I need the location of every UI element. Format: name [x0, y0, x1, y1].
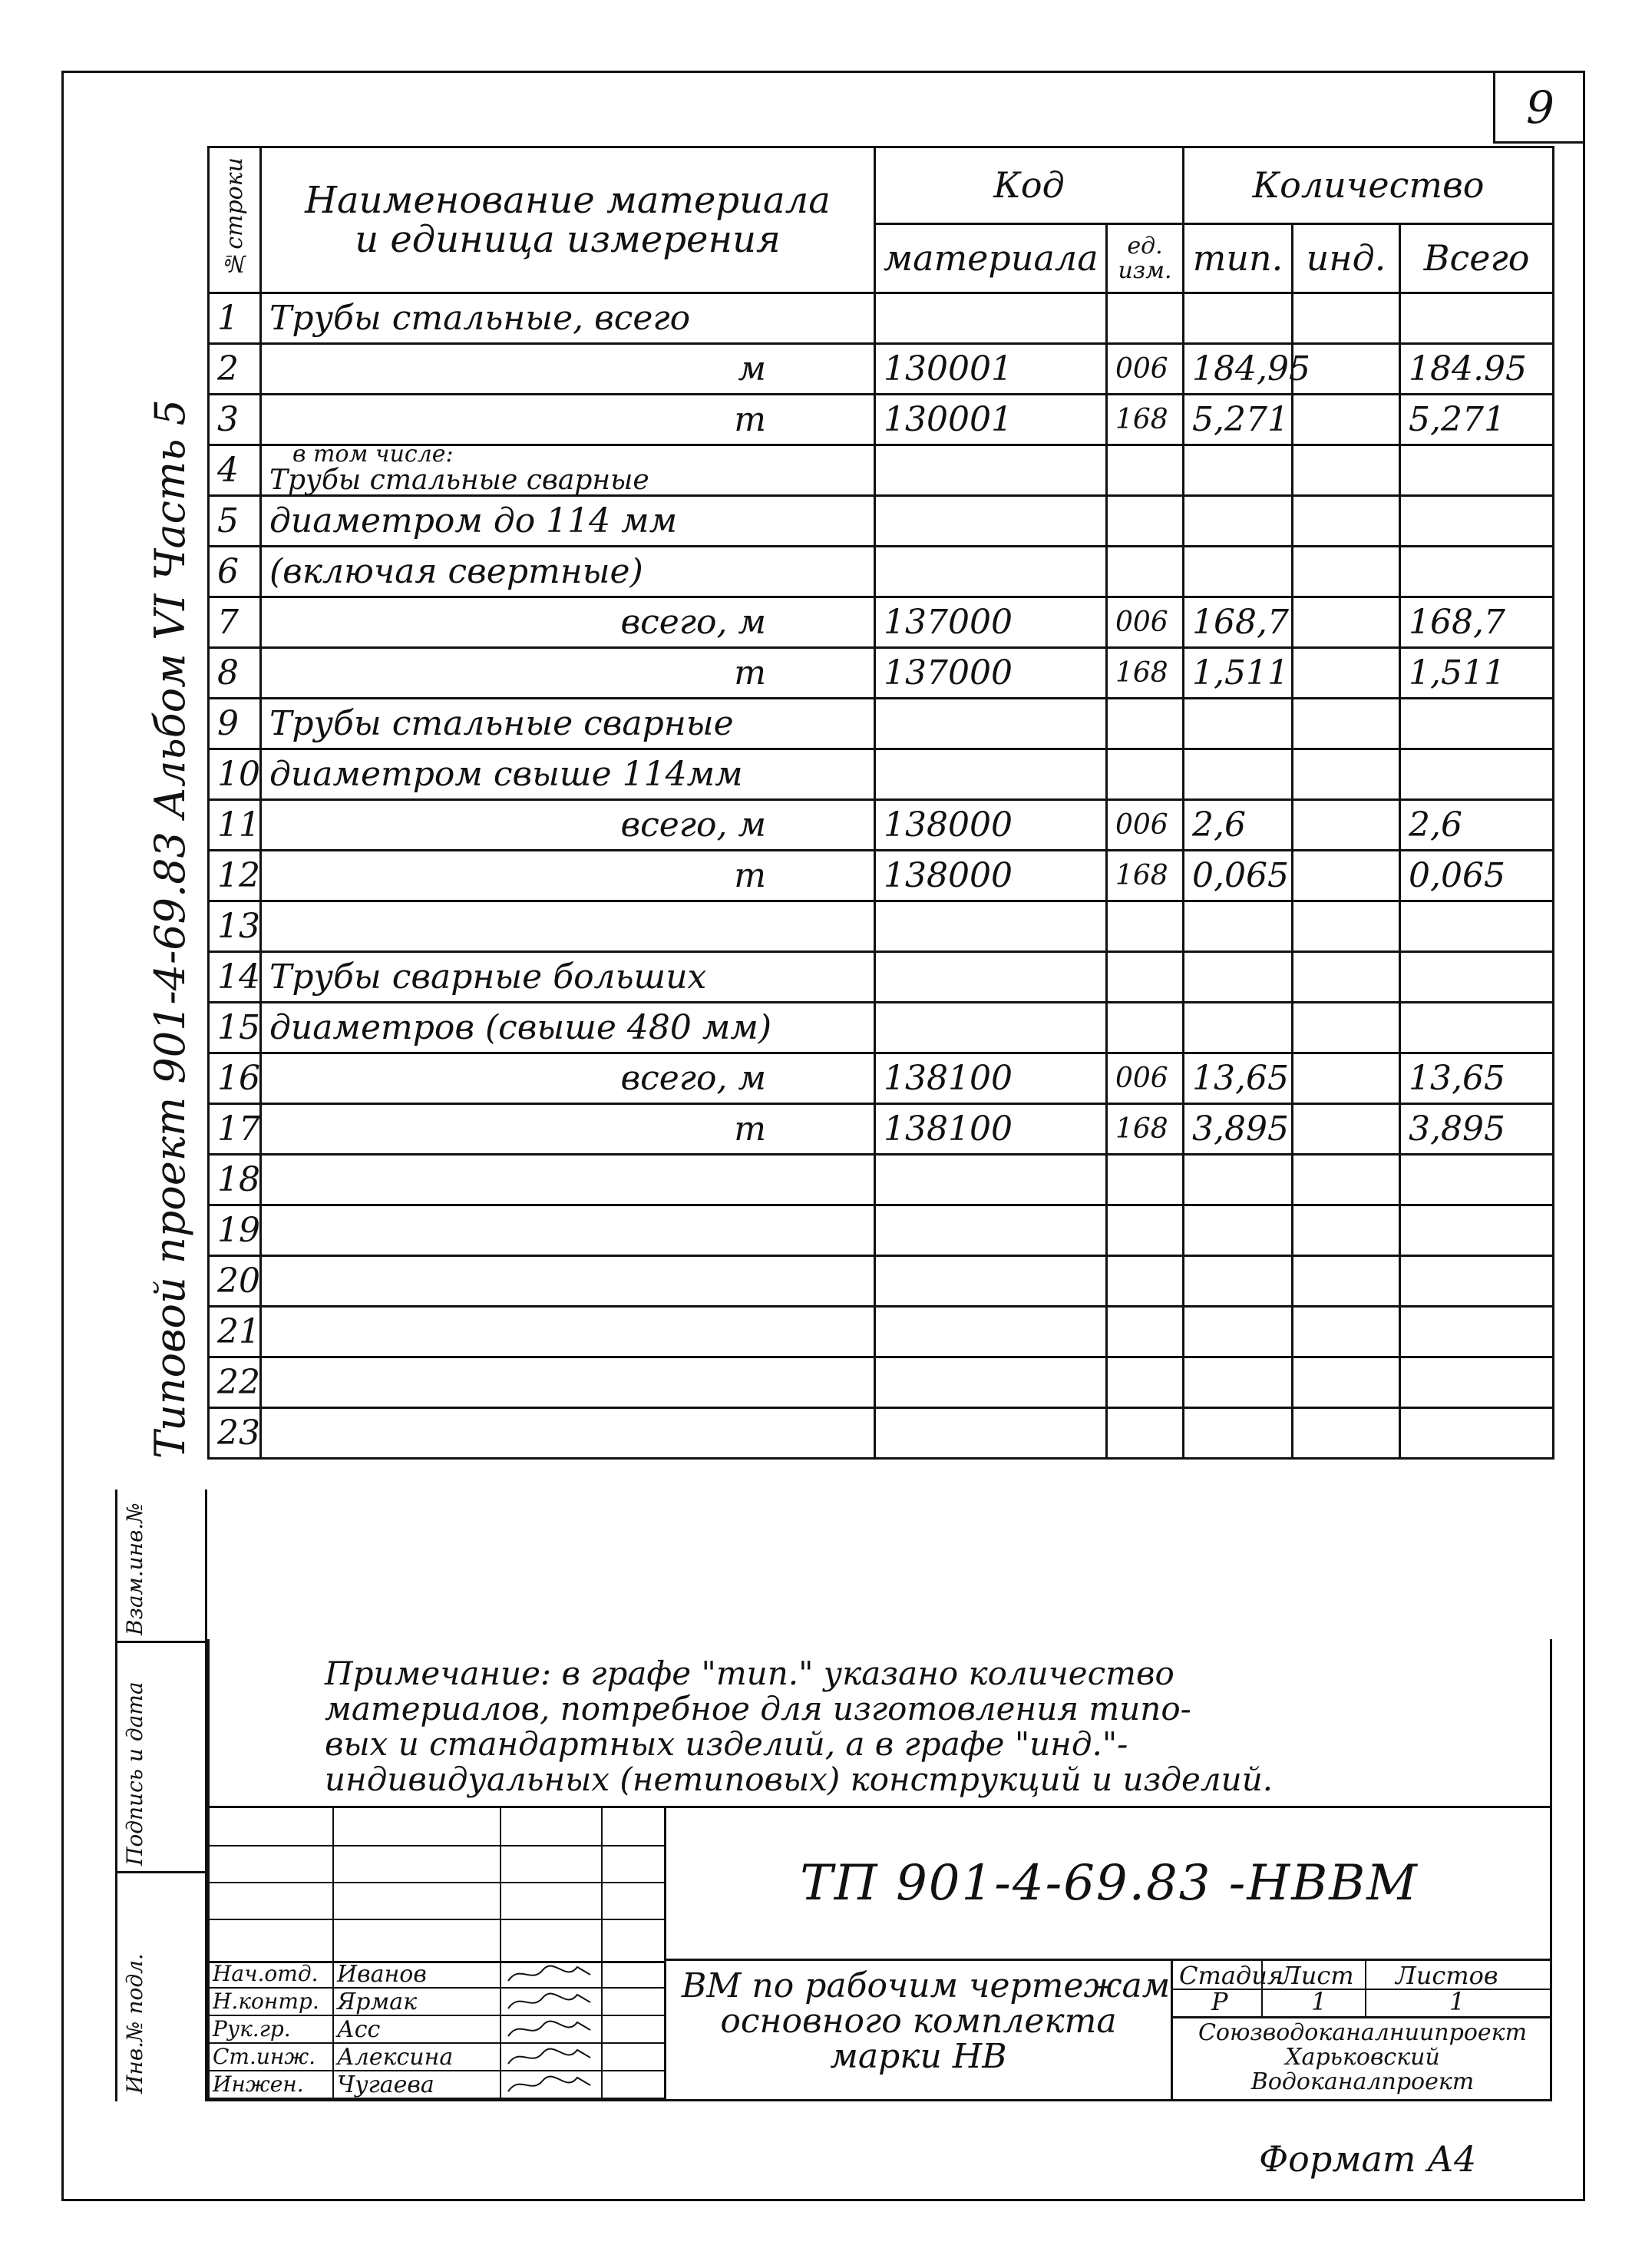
row-unit — [1107, 749, 1184, 800]
row-unit — [1107, 1155, 1184, 1205]
table-row — [209, 648, 1554, 699]
row-ind — [1293, 901, 1400, 952]
row-code: 137000 — [875, 597, 1107, 648]
row-typ: 0,065 — [1184, 851, 1293, 901]
note-text: Примечание: в графе "тип." указано количество материалов, потребное для изготовления типо- вых и стандартных изделий, а в графе "инд."- индивидуальных (нетиповых) конструкций и изделий. — [325, 1655, 1274, 1798]
table-row — [209, 901, 1554, 952]
row-total — [1400, 1003, 1554, 1053]
row-code — [875, 952, 1107, 1003]
row-code — [875, 1256, 1107, 1307]
page-number: 9 — [1493, 73, 1585, 144]
row-unit: 006 — [1107, 1053, 1184, 1104]
sheets-value: 1 — [1449, 1987, 1465, 2016]
row-name: (включая свертные) — [261, 547, 875, 597]
row-ind — [1293, 1256, 1400, 1307]
row-code: 138100 — [875, 1104, 1107, 1155]
row-unit — [1107, 547, 1184, 597]
row-unit: 006 — [1107, 800, 1184, 851]
row-unit — [1107, 445, 1184, 496]
row-ind — [1293, 1357, 1400, 1408]
signature-scribble — [504, 1961, 596, 1987]
row-code: 138100 — [875, 1053, 1107, 1104]
row-typ — [1184, 547, 1293, 597]
row-name — [261, 1408, 875, 1459]
row-name: всего, м — [261, 597, 875, 648]
row-number: 2 — [209, 344, 261, 395]
stage-block — [1173, 1961, 1552, 2099]
table-row — [209, 344, 1554, 395]
note-block — [207, 1639, 1552, 1808]
row-unit: 168 — [1107, 648, 1184, 699]
header-q-total: Всего — [1400, 224, 1554, 293]
row-typ — [1184, 1256, 1293, 1307]
row-unit — [1107, 1307, 1184, 1357]
table-row — [209, 1408, 1554, 1459]
strip-vzam-label: Взам.инв.№ — [122, 1503, 147, 1635]
row-total — [1400, 445, 1554, 496]
row-number: 10 — [209, 749, 261, 800]
table-row — [209, 952, 1554, 1003]
row-unit: 168 — [1107, 1104, 1184, 1155]
row-name-text: Трубы стальные сварные — [269, 465, 649, 496]
row-ind — [1293, 293, 1400, 344]
row-typ — [1184, 901, 1293, 952]
row-number: 5 — [209, 496, 261, 547]
row-ind — [1293, 1003, 1400, 1053]
left-strip — [115, 1489, 207, 2101]
header-row-no: №строки — [209, 147, 261, 293]
row-number: 6 — [209, 547, 261, 597]
row-unit — [1107, 952, 1184, 1003]
row-ind — [1293, 1408, 1400, 1459]
row-name: м — [261, 344, 875, 395]
signature-scribble — [504, 1989, 596, 2015]
table-row — [209, 293, 1554, 344]
signer-role: Рук.гр. — [213, 2016, 291, 2042]
row-typ — [1184, 445, 1293, 496]
row-number: 7 — [209, 597, 261, 648]
row-typ — [1184, 1155, 1293, 1205]
signer-name: Ярмак — [337, 1989, 418, 2015]
row-total — [1400, 1408, 1554, 1459]
row-typ: 2,6 — [1184, 800, 1293, 851]
row-code — [875, 749, 1107, 800]
row-code — [875, 699, 1107, 749]
row-code — [875, 1205, 1107, 1256]
row-number: 15 — [209, 1003, 261, 1053]
row-number: 21 — [209, 1307, 261, 1357]
row-ind — [1293, 952, 1400, 1003]
row-total: 0,065 — [1400, 851, 1554, 901]
header-code-unit: ед. изм. — [1107, 224, 1184, 293]
row-ind — [1293, 547, 1400, 597]
row-unit — [1107, 1357, 1184, 1408]
table-row — [209, 800, 1554, 851]
row-typ — [1184, 749, 1293, 800]
row-total — [1400, 1205, 1554, 1256]
row-unit — [1107, 496, 1184, 547]
row-number: 23 — [209, 1408, 261, 1459]
header-quantity: Количество — [1184, 147, 1554, 224]
row-ind — [1293, 851, 1400, 901]
row-number: 12 — [209, 851, 261, 901]
sheets-header: Листов — [1396, 1961, 1498, 1990]
row-name: диаметром свыше 114мм — [261, 749, 875, 800]
row-name: диаметром до 114 мм — [261, 496, 875, 547]
row-ind — [1293, 648, 1400, 699]
row-name: т — [261, 648, 875, 699]
sheet-value: 1 — [1311, 1987, 1327, 2016]
row-name: Трубы стальные, всего — [261, 293, 875, 344]
table-row — [209, 547, 1554, 597]
row-code — [875, 445, 1107, 496]
row-number: 9 — [209, 699, 261, 749]
row-ind — [1293, 800, 1400, 851]
row-ind — [1293, 445, 1400, 496]
signer-role: Инжен. — [213, 2071, 304, 2097]
table-row — [209, 1053, 1554, 1104]
row-typ — [1184, 1357, 1293, 1408]
table-row — [209, 699, 1554, 749]
header-name: Наименование материала и единица измерения — [261, 147, 875, 293]
table-row — [209, 496, 1554, 547]
row-name: т — [261, 1104, 875, 1155]
row-unit — [1107, 1205, 1184, 1256]
row-typ — [1184, 1408, 1293, 1459]
row-total: 168,7 — [1400, 597, 1554, 648]
row-ind — [1293, 1155, 1400, 1205]
row-code — [875, 293, 1107, 344]
row-total: 13,65 — [1400, 1053, 1554, 1104]
row-code: 138000 — [875, 851, 1107, 901]
row-name: Трубы стальные сварные — [261, 699, 875, 749]
row-number: 17 — [209, 1104, 261, 1155]
table-row — [209, 749, 1554, 800]
signer-role: Ст.инж. — [213, 2044, 316, 2069]
signer-name: Иванов — [337, 1961, 427, 1988]
row-total — [1400, 293, 1554, 344]
stage-header: Стадия — [1179, 1961, 1283, 1990]
row-code — [875, 901, 1107, 952]
row-typ — [1184, 699, 1293, 749]
signer-role: Н.контр. — [213, 1989, 319, 2014]
row-code — [875, 547, 1107, 597]
row-name — [261, 441, 875, 496]
row-unit — [1107, 293, 1184, 344]
row-name: т — [261, 395, 875, 445]
row-total — [1400, 901, 1554, 952]
row-name: диаметров (свыше 480 мм) — [261, 1003, 875, 1053]
signer-row — [210, 1961, 664, 1989]
format-label: Формат А4 — [1259, 2138, 1477, 2180]
row-number: 16 — [209, 1053, 261, 1104]
row-code: 130001 — [875, 395, 1107, 445]
table-row — [209, 395, 1554, 445]
row-total — [1400, 699, 1554, 749]
row-ind — [1293, 597, 1400, 648]
row-typ — [1184, 496, 1293, 547]
row-name: всего, м — [261, 1053, 875, 1104]
header-code: Код — [875, 147, 1184, 224]
signer-row — [210, 1989, 664, 2016]
row-number: 11 — [209, 800, 261, 851]
signer-row — [210, 2044, 664, 2071]
row-typ: 3,895 — [1184, 1104, 1293, 1155]
row-unit: 006 — [1107, 344, 1184, 395]
row-total: 3,895 — [1400, 1104, 1554, 1155]
row-typ — [1184, 1307, 1293, 1357]
row-number: 20 — [209, 1256, 261, 1307]
row-total — [1400, 547, 1554, 597]
row-total — [1400, 1155, 1554, 1205]
row-unit — [1107, 1408, 1184, 1459]
row-ind — [1293, 1104, 1400, 1155]
strip-vzam — [117, 1489, 205, 1643]
row-name — [261, 1205, 875, 1256]
row-unit — [1107, 1003, 1184, 1053]
side-label: Типовой проект 901-4-69.83 Альбом VI Часть 5 — [146, 399, 194, 1459]
doc-title: ВМ по рабочим чертежам основного комплекта марки НВ — [666, 1961, 1173, 2099]
row-number: 4 — [209, 445, 261, 496]
table-row — [209, 597, 1554, 648]
strip-podp-label: Подпись и дата — [122, 1681, 147, 1866]
row-pre-label: в том числе: — [292, 441, 454, 468]
row-name — [261, 901, 875, 952]
signer-role: Нач.отд. — [213, 1961, 319, 1986]
row-name: всего, м — [261, 800, 875, 851]
row-code — [875, 1307, 1107, 1357]
row-ind — [1293, 395, 1400, 445]
row-unit: 168 — [1107, 851, 1184, 901]
header-code-material: материала — [875, 224, 1107, 293]
row-unit — [1107, 699, 1184, 749]
row-code — [875, 1003, 1107, 1053]
row-ind — [1293, 699, 1400, 749]
row-unit — [1107, 901, 1184, 952]
row-number: 3 — [209, 395, 261, 445]
row-unit: 006 — [1107, 597, 1184, 648]
row-typ — [1184, 293, 1293, 344]
row-typ: 13,65 — [1184, 1053, 1293, 1104]
signer-row — [210, 2071, 664, 2099]
table-row — [209, 1307, 1554, 1357]
signer-name: Асс — [337, 2016, 381, 2043]
row-ind — [1293, 496, 1400, 547]
designation: ТП 901-4-69.83 -НВВМ — [666, 1808, 1552, 1961]
signer-name: Чугаева — [337, 2071, 434, 2098]
row-code: 137000 — [875, 648, 1107, 699]
row-typ — [1184, 1003, 1293, 1053]
signature-area — [210, 1808, 666, 2099]
signature-scribble — [504, 2071, 596, 2098]
row-name — [261, 1155, 875, 1205]
strip-podp — [117, 1643, 205, 1873]
row-typ: 168,7 — [1184, 597, 1293, 648]
row-code: 138000 — [875, 800, 1107, 851]
row-typ: 5,271 — [1184, 395, 1293, 445]
row-total — [1400, 1256, 1554, 1307]
sheet-header: Лист — [1280, 1961, 1354, 1990]
row-code: 130001 — [875, 344, 1107, 395]
row-name — [261, 1307, 875, 1357]
signer-name: Алексина — [337, 2044, 454, 2071]
header-q-ind: инд. — [1293, 224, 1400, 293]
table-row — [209, 1104, 1554, 1155]
strip-inv-label: Инв.№ подл. — [122, 1953, 147, 2094]
row-ind — [1293, 1205, 1400, 1256]
table-row — [209, 1256, 1554, 1307]
row-total — [1400, 496, 1554, 547]
signature-scribble — [504, 2016, 596, 2042]
row-number: 13 — [209, 901, 261, 952]
table-row — [209, 1205, 1554, 1256]
row-total — [1400, 1357, 1554, 1408]
row-unit — [1107, 1256, 1184, 1307]
row-number: 1 — [209, 293, 261, 344]
row-total: 184.95 — [1400, 344, 1554, 395]
table-row — [209, 1003, 1554, 1053]
row-typ: 184,95 — [1184, 344, 1293, 395]
row-code — [875, 496, 1107, 547]
specification-table — [207, 146, 1554, 1460]
row-ind — [1293, 1307, 1400, 1357]
row-number: 19 — [209, 1205, 261, 1256]
row-name: Трубы сварные больших — [261, 952, 875, 1003]
table-row — [209, 1155, 1554, 1205]
row-number: 8 — [209, 648, 261, 699]
row-total: 1,511 — [1400, 648, 1554, 699]
row-total — [1400, 952, 1554, 1003]
table-row — [209, 1357, 1554, 1408]
row-number: 18 — [209, 1155, 261, 1205]
organization: Союзводоканалниипроект Харьковский Водоканалпроект — [1198, 2019, 1528, 2095]
table-row — [209, 445, 1554, 496]
row-typ — [1184, 952, 1293, 1003]
stage-value: Р — [1211, 1987, 1228, 2016]
row-name — [261, 1256, 875, 1307]
row-code — [875, 1408, 1107, 1459]
row-typ — [1184, 1205, 1293, 1256]
row-total: 2,6 — [1400, 800, 1554, 851]
title-block — [207, 1808, 1552, 2101]
row-name: т — [261, 851, 875, 901]
row-total — [1400, 749, 1554, 800]
table-row — [209, 851, 1554, 901]
row-number: 22 — [209, 1357, 261, 1408]
row-typ: 1,511 — [1184, 648, 1293, 699]
strip-inv — [117, 1873, 205, 2101]
signer-row — [210, 2016, 664, 2044]
row-number: 14 — [209, 952, 261, 1003]
row-name — [261, 1357, 875, 1408]
row-ind — [1293, 749, 1400, 800]
row-total: 5,271 — [1400, 395, 1554, 445]
signature-scribble — [504, 2044, 596, 2070]
row-code — [875, 1357, 1107, 1408]
row-code — [875, 1155, 1107, 1205]
row-unit: 168 — [1107, 395, 1184, 445]
row-total — [1400, 1307, 1554, 1357]
header-q-typ: тип. — [1184, 224, 1293, 293]
row-ind — [1293, 1053, 1400, 1104]
